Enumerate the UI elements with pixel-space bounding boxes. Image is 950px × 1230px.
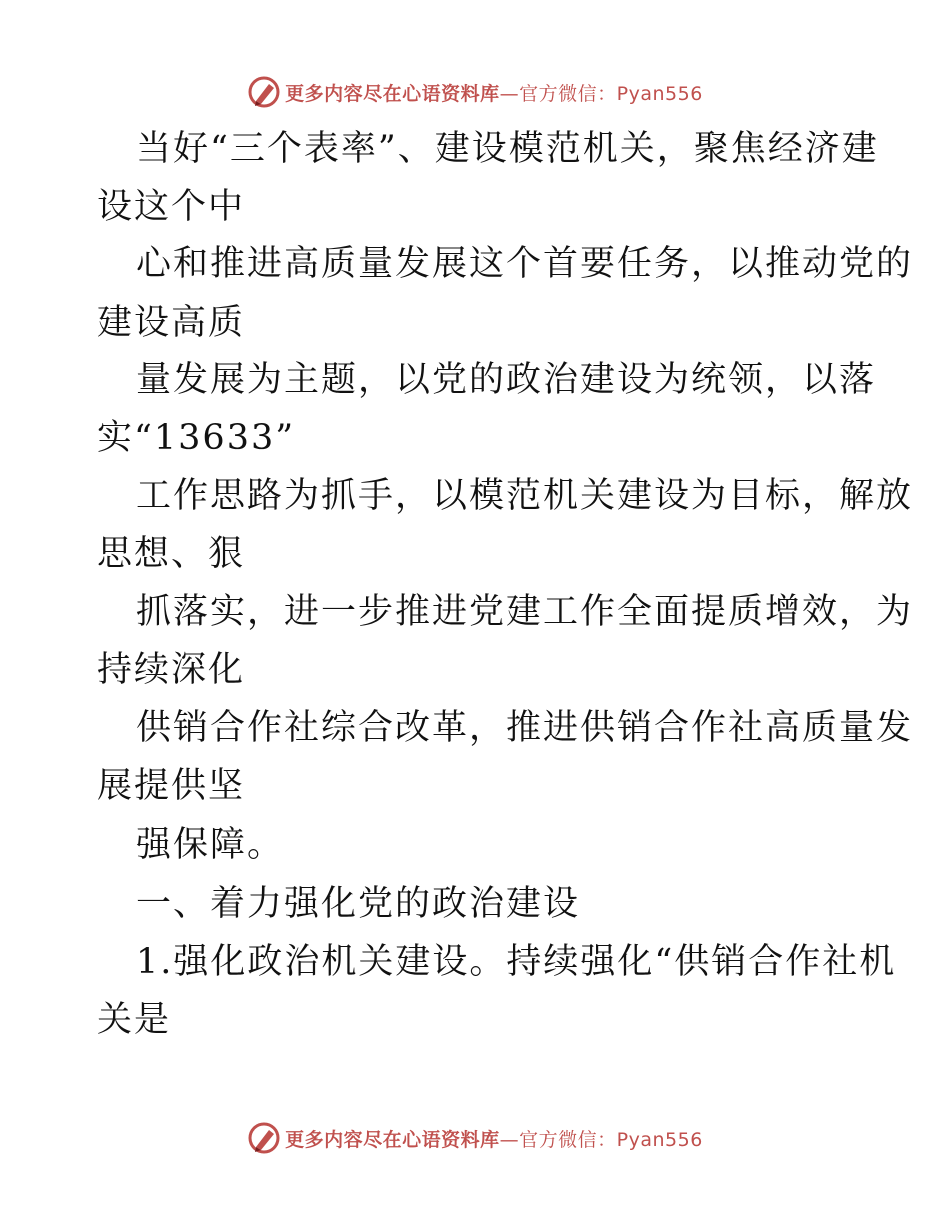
pen-logo-icon (247, 75, 281, 109)
watermark-sub-text: —官方微信：Pyan556 (499, 1128, 703, 1151)
text-line: 心和推进高质量发展这个首要任务，以推动党的 (136, 244, 914, 284)
text-line: 关是 (97, 1000, 172, 1040)
text-line: 量发展为主题，以党的政治建设为统领，以落 (136, 360, 877, 400)
text-line: 工作思路为抓手，以模范机关建设为目标，解放 (136, 476, 914, 516)
watermark-main-text: 更多内容尽在心语资料库 (285, 82, 500, 105)
watermark-banner-top (0, 72, 950, 112)
text-line: 思想、狠 (97, 534, 246, 574)
section-heading: 一、着力强化党的政治建设 (136, 884, 581, 924)
watermark-sub-text: —官方微信：Pyan556 (499, 82, 703, 105)
text-line: 持续深化 (97, 650, 246, 690)
text-line: 建设高质 (97, 303, 246, 343)
text-line: 实“13633” (97, 418, 296, 458)
text-line: 展提供坚 (97, 766, 246, 806)
text-line: 抓落实，进一步推进党建工作全面提质增效，为 (136, 592, 914, 632)
watermark-main-text: 更多内容尽在心语资料库 (285, 1128, 500, 1151)
text-line: 设这个中 (97, 187, 246, 227)
text-line: 强保障。 (136, 825, 285, 865)
text-line: 当好“三个表率”、建设模范机关，聚焦经济建 (136, 129, 879, 169)
text-line: 供销合作社综合改革，推进供销合作社高质量发 (136, 708, 914, 748)
text-line: 1.强化政治机关建设。持续强化“供销合作社机 (136, 942, 897, 982)
pen-logo-icon (247, 1121, 281, 1155)
watermark-banner-bottom (0, 1118, 950, 1158)
